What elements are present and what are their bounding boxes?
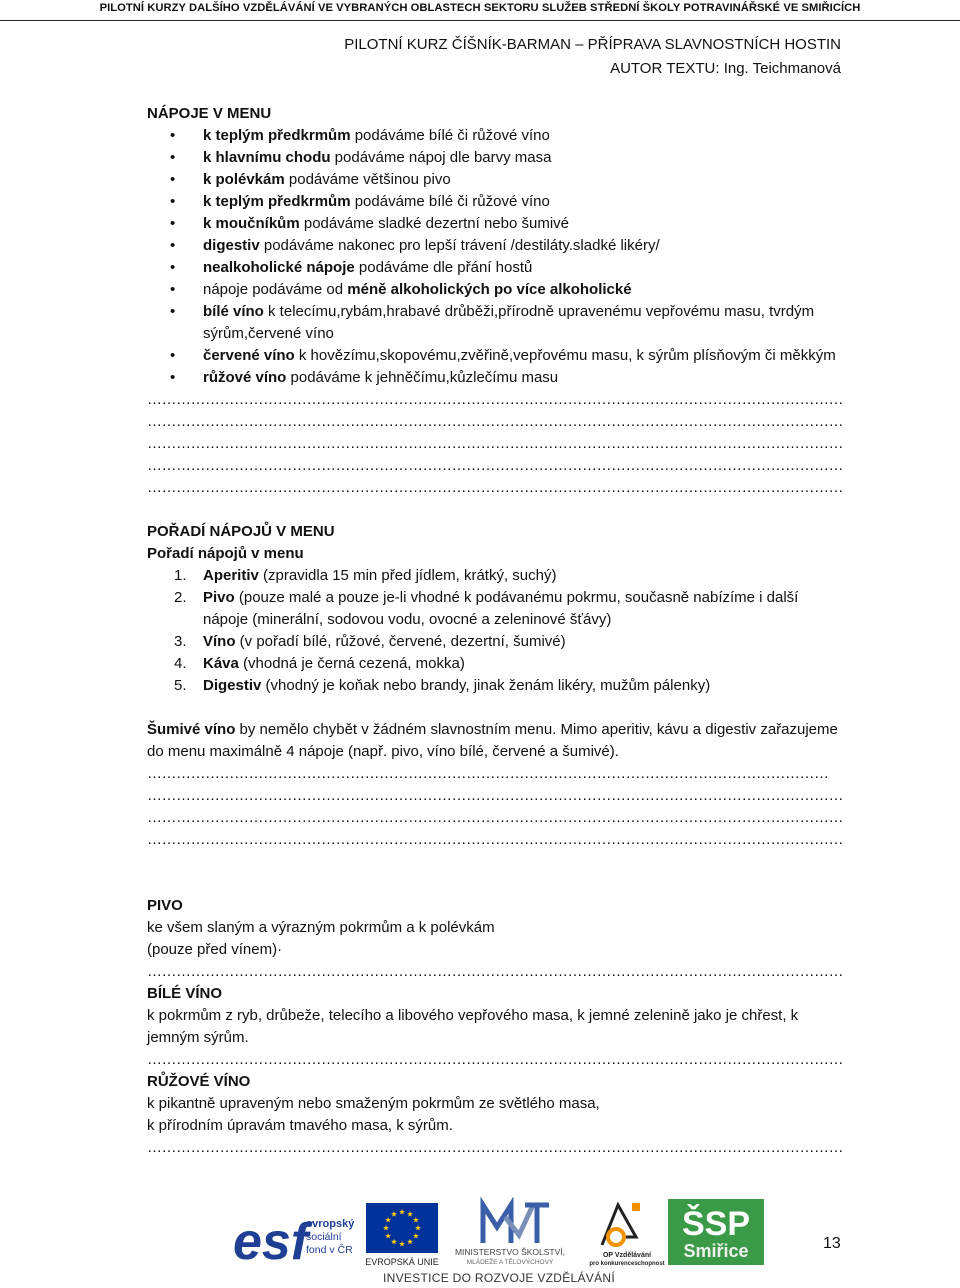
list-item: 4. Káva (vhodná je černá cezená, mokka)	[174, 655, 465, 672]
msmt-logo	[445, 1197, 575, 1265]
svg-text:OP Vzdělávání: OP Vzdělávání	[602, 1252, 652, 1259]
dotted-line: ……………………………………………………………………………………………………………………………	[147, 765, 829, 782]
svg-text:MLÁDEŽE A TĚLOVÝCHOVY: MLÁDEŽE A TĚLOVÝCHOVY	[466, 1259, 554, 1265]
list-item: 1. Aperitiv (zpravidla 15 min před jídlem, krátký, suchý)	[174, 567, 557, 584]
section-title-poradi: POŘADÍ NÁPOJŮ V MENU	[147, 523, 335, 540]
op-vzdelavani-logo	[588, 1197, 666, 1267]
list-item: • k teplým předkrmům podáváme bílé či růžové víno	[147, 125, 847, 147]
svg-text:fond v ČR: fond v ČR	[306, 1244, 353, 1256]
page-number: 13	[823, 1235, 841, 1252]
dotted-line: ………………………………………………………………………………………………………………………………	[147, 479, 843, 496]
eu-flag-logo	[364, 1203, 440, 1269]
ruzove-vino-line: k přírodním úpravám tmavého masa, k sýrům.	[147, 1117, 453, 1134]
dotted-line: ………………………………………………………………………………………………………………………………	[147, 1051, 843, 1068]
sumive-paragraph: Šumivé víno by nemělo chybět v žádném slavnostním menu. Mimo aperitiv, kávu a digestiv zařazujeme do menu maximálně 4 nápoje (např. pivo, víno bílé, červené a šumivé).	[147, 721, 838, 760]
esf-logo	[233, 1203, 358, 1268]
list-item: • k hlavnímu chodu podáváme nápoj dle barvy masa	[147, 147, 847, 169]
ssp-smirice-logo	[668, 1199, 764, 1265]
svg-text:Smiřice: Smiřice	[683, 1241, 749, 1261]
dotted-line: ………………………………………………………………………………………………………………………………	[147, 809, 843, 826]
list-item: • k moučníkům podáváme sladké dezertní nebo šumivé	[147, 213, 847, 235]
list-item: 5. Digestiv (vhodný je koňak nebo brandy, jinak ženám likéry, mužům pálenky)	[174, 677, 711, 694]
investment-slogan: INVESTICE DO ROZVOJE VZDĚLÁVÁNÍ	[383, 1271, 616, 1285]
napoje-list	[147, 125, 847, 389]
author-line: AUTOR TEXTU: Ing. Teichmanová	[610, 60, 841, 77]
list-item: • nápoje podáváme od méně alkoholických po více alkoholické	[147, 279, 847, 301]
section-title-bile-vino: BÍLÉ VÍNO	[147, 985, 223, 1002]
dotted-line: ………………………………………………………………………………………………………………………………	[147, 831, 843, 848]
dotted-line: ………………………………………………………………………………………………………………………………	[147, 963, 843, 980]
list-item: • růžové víno podáváme k jehněčímu,kůzlečímu masu	[147, 367, 847, 389]
svg-text:evropský: evropský	[306, 1218, 355, 1230]
list-item: • k polévkám podáváme většinou pivo	[147, 169, 847, 191]
list-item: • červené víno k hovězímu,skopovému,zvěřině,vepřovému masu, k sýrům plísňovým či měkkým	[147, 345, 847, 367]
dotted-line: ………………………………………………………………………………………………………………………………	[147, 457, 843, 474]
section-title-napoje: NÁPOJE V MENU	[147, 105, 272, 122]
list-item: 2. Pivo (pouze malé a pouze je-li vhodné k podávanému pokrmu, současně nabízíme i další nápoje (minerální, sodovou vodu, ovocné a zeleninové šťávy)	[174, 589, 799, 628]
top-banner: PILOTNÍ KURZY DALŠÍHO VZDĚLÁVÁNÍ VE VYBRANÝCH OBLASTECH SEKTORU SLUŽEB STŘEDNÍ ŠKOLY POTRAVINÁŘSKÉ VE SMIŘICÍCH	[0, 0, 960, 21]
svg-text:sociální: sociální	[306, 1231, 342, 1243]
section-title-pivo: PIVO	[147, 897, 183, 914]
poradi-list	[147, 565, 847, 697]
section-title-ruzove-vino: RŮŽOVÉ VÍNO	[147, 1073, 251, 1090]
dotted-line: ………………………………………………………………………………………………………………………………	[147, 391, 843, 408]
dotted-line: ………………………………………………………………………………………………………………………………	[147, 413, 843, 430]
svg-text:pro konkurenceschopnost: pro konkurenceschopnost	[589, 1261, 665, 1267]
ruzove-vino-line: k pikantně upraveným nebo smaženým pokrmům ze světlého masa,	[147, 1095, 600, 1112]
svg-text:EVROPSKÁ UNIE: EVROPSKÁ UNIE	[365, 1257, 439, 1267]
svg-text:ŠSP: ŠSP	[681, 1205, 751, 1243]
dotted-line: ………………………………………………………………………………………………………………………………	[147, 1139, 843, 1156]
pivo-line: ke všem slaným a výrazným pokrmům a k polévkám	[147, 919, 495, 936]
list-item: • k teplým předkrmům podáváme bílé či růžové víno	[147, 191, 847, 213]
course-title: PILOTNÍ KURZ ČÍŠNÍK-BARMAN – PŘÍPRAVA SLAVNOSTNÍCH HOSTIN	[344, 36, 841, 53]
section-subtitle-poradi: Pořadí nápojů v menu	[147, 545, 304, 562]
list-item: • bílé víno k telecímu,rybám,hrabavé drůběži,přírodně upravenému vepřovému masu, tvrdým sýrům,červené víno	[147, 301, 847, 345]
svg-text:MINISTERSTVO ŠKOLSTVÍ,: MINISTERSTVO ŠKOLSTVÍ,	[454, 1247, 566, 1257]
dotted-line: ………………………………………………………………………………………………………………………………	[147, 787, 843, 804]
document-body	[147, 103, 847, 1159]
pivo-line: (pouze před vínem)·	[147, 941, 283, 958]
list-item: • nealkoholické nápoje podáváme dle přání hostů	[147, 257, 847, 279]
svg-text:esf: esf	[233, 1213, 309, 1268]
list-item: • digestiv podáváme nakonec pro lepší trávení /destiláty.sladké likéry/	[147, 235, 847, 257]
bile-vino-text: k pokrmům z ryb, drůbeže, telecího a libového vepřového masa, k jemné zelenině jako je chřest, k jemným sýrům.	[147, 1007, 799, 1046]
dotted-line: ………………………………………………………………………………………………………………………………	[147, 435, 843, 452]
list-item: 3. Víno (v pořadí bílé, růžové, červené, dezertní, šumivé)	[174, 633, 566, 650]
